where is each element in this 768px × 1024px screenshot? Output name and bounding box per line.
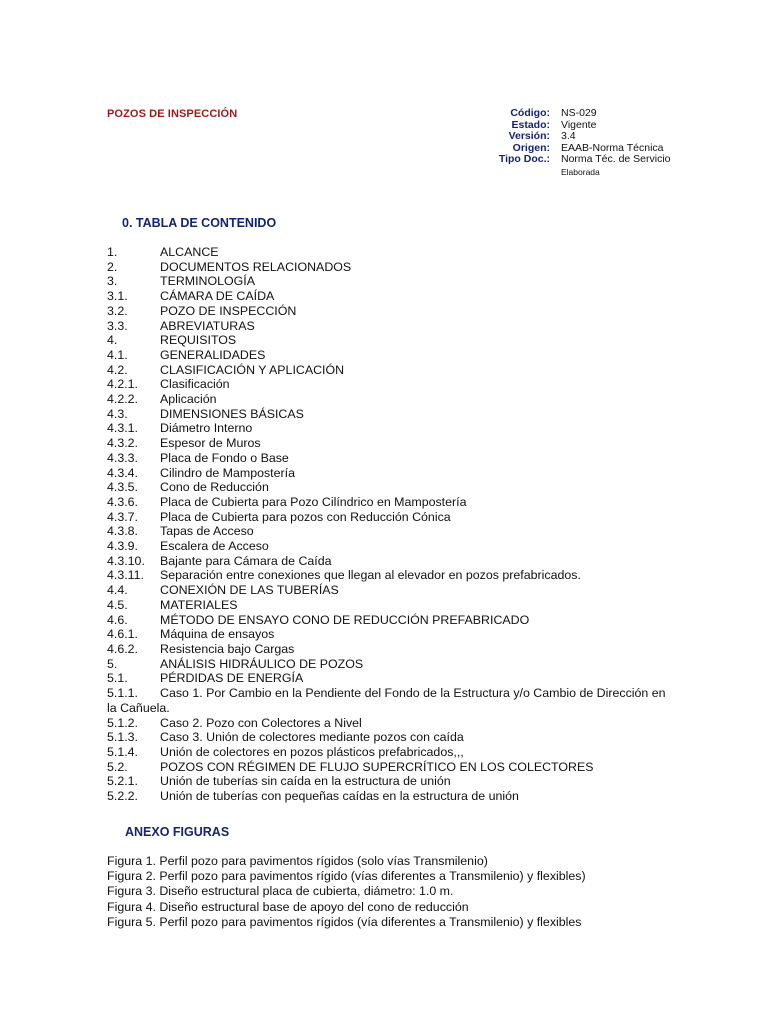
toc-item-title: Bajante para Cámara de Caída: [160, 553, 332, 568]
toc-item-title: ABREVIATURAS: [160, 318, 255, 333]
toc-item: [107, 348, 667, 363]
toc-item-title: CÁMARA DE CAÍDA: [160, 289, 275, 304]
toc-item-title: Caso 3. Unión de colectores mediante pozos con caída: [160, 730, 464, 745]
toc-item: [107, 319, 667, 334]
toc-item: [107, 745, 667, 760]
document-metadata: [470, 108, 671, 178]
toc-item-title: Cono de Reducción: [160, 480, 269, 495]
figure-item: Figura 4. Diseño estructural base de apoyo del cono de reducción: [107, 899, 469, 914]
toc-item-title: Diámetro Interno: [160, 421, 253, 436]
toc-item-number: 5.1.1.: [107, 686, 139, 701]
figure-item: Figura 1. Perfil pozo para pavimentos rígidos (solo vías Transmilenio): [107, 854, 488, 868]
toc-item-number: 4.2.: [107, 362, 128, 377]
toc-item: [107, 421, 667, 436]
toc-item-title: Unión de colectores en pozos plásticos prefabricados,,,: [160, 744, 464, 759]
meta-sub-value: Elaborada: [561, 166, 600, 177]
toc-item: [107, 598, 667, 613]
toc-item-number: 4.6.: [107, 612, 128, 627]
toc-item-title: DOCUMENTOS RELACIONADOS: [160, 259, 352, 274]
toc-item: [107, 260, 667, 275]
figure-item: Figura 5. Perfil pozo para pavimentos rígidos (vía diferentes a Transmilenio) y flexibles: [107, 914, 582, 929]
toc-item-number: 5.1.: [107, 671, 128, 686]
meta-value: Vigente: [561, 118, 597, 131]
toc-item-number: 5.1.3.: [107, 730, 139, 745]
toc-item-title: POZOS CON RÉGIMEN DE FLUJO SUPERCRÍTICO EN LOS COLECTORES: [160, 759, 594, 774]
toc-item-title: ANÁLISIS HIDRÁULICO DE POZOS: [160, 656, 364, 671]
toc-item: [107, 436, 667, 451]
toc-heading: 0. TABLA DE CONTENIDO: [122, 216, 277, 230]
toc-item: [107, 377, 667, 392]
meta-label: Estado:: [511, 118, 550, 131]
figure-item: Figura 2. Perfil pozo para pavimentos rígido (vías diferentes a Transmilenio) y flexibles): [107, 869, 586, 884]
toc-item: [107, 774, 667, 789]
toc-item-number: 4.1.: [107, 347, 128, 362]
meta-row-version: [470, 131, 671, 143]
toc-item-title: Placa de Fondo o Base: [160, 450, 289, 465]
toc-item: [107, 613, 667, 628]
toc-item-number: 4.3.8.: [107, 524, 139, 539]
toc-item: [107, 495, 667, 510]
toc-item-title: Placa de Cubierta para pozos con Reducción Cónica: [160, 509, 451, 524]
toc-item-number: 4.5.: [107, 597, 128, 612]
toc-item-number: 5.: [107, 656, 118, 671]
toc-item-title: MÉTODO DE ENSAYO CONO DE REDUCCIÓN PREFABRICADO: [160, 612, 530, 627]
toc-item-title: Cilindro de Mampostería: [160, 465, 295, 480]
toc-item-number: 4.: [107, 333, 118, 348]
toc-item-title: GENERALIDADES: [160, 347, 266, 362]
toc-item-title: Espesor de Muros: [160, 436, 261, 451]
toc-item: [107, 245, 667, 260]
toc-item: [107, 657, 667, 672]
toc-item: [107, 451, 667, 466]
toc-item: [107, 289, 667, 304]
toc-item-number: 3.: [107, 274, 118, 289]
annex-heading: ANEXO FIGURAS: [125, 825, 230, 839]
figure-item: Figura 3. Diseño estructural placa de cubierta, diámetro: 1.0 m.: [107, 884, 454, 899]
toc-item-title: Unión de tuberías con pequeñas caídas en la estructura de unión: [160, 789, 519, 804]
toc-item: [107, 671, 667, 686]
toc-item-title: Caso 2. Pozo con Colectores a Nivel: [160, 715, 362, 730]
toc-item-number: 4.3.6.: [107, 494, 139, 509]
toc-item-number: 4.2.1.: [107, 377, 139, 392]
meta-value: Norma Téc. de Servicio: [561, 153, 671, 165]
meta-label: Código:: [510, 107, 550, 119]
toc-item-title: Máquina de ensayos: [160, 627, 275, 642]
toc-item: [107, 392, 667, 407]
toc-item: [107, 407, 667, 422]
toc-item-number: 5.2.1.: [107, 774, 139, 789]
toc-item-number: 4.6.1.: [107, 627, 139, 642]
toc-item: [107, 466, 667, 481]
toc-item-title: REQUISITOS: [160, 333, 237, 348]
document-title: POZOS DE INSPECCIÓN: [107, 108, 238, 120]
toc-item: [107, 686, 667, 715]
toc-item-number: 1.: [107, 245, 118, 259]
toc-item: [107, 333, 667, 348]
meta-row-codigo: [470, 108, 671, 120]
meta-value: EAAB-Norma Técnica: [561, 141, 664, 154]
toc-item: [107, 642, 667, 657]
toc-item-number: 4.3.5.: [107, 480, 139, 495]
toc-item-number: 4.3.4.: [107, 465, 139, 480]
toc-item-number: 5.1.4.: [107, 744, 139, 759]
toc-item: [107, 539, 667, 554]
toc-item: [107, 524, 667, 539]
meta-label: Origen:: [512, 141, 550, 154]
toc-item: [107, 480, 667, 495]
toc-item-title: CONEXIÓN DE LAS TUBERÍAS: [160, 583, 339, 598]
toc-item-number: 4.4.: [107, 583, 128, 598]
toc-item-title: Clasificación: [160, 377, 230, 392]
toc-item-title: MATERIALES: [160, 597, 238, 612]
meta-value: NS-029: [561, 107, 597, 119]
figure-list: [107, 854, 707, 930]
toc-item: [107, 568, 667, 583]
toc-item-title: TERMINOLOGÍA: [160, 274, 256, 289]
meta-row-tipo-doc: [470, 154, 671, 166]
toc-item: [107, 583, 667, 598]
toc-item: [107, 510, 667, 525]
toc-item-number: 4.3.1.: [107, 421, 139, 436]
toc-item: [107, 716, 667, 731]
toc-item: [107, 554, 667, 569]
toc-item: [107, 760, 667, 775]
toc-item-title: Aplicación: [160, 392, 217, 407]
meta-value: 3.4: [561, 130, 576, 142]
table-of-contents: [107, 245, 667, 804]
toc-item-number: 4.3.: [107, 406, 128, 421]
toc-item-title: Unión de tuberías sin caída en la estructura de unión: [160, 774, 451, 789]
toc-item-number: 4.3.10.: [107, 553, 145, 568]
toc-item-number: 4.6.2.: [107, 641, 139, 656]
meta-label: Tipo Doc.:: [498, 153, 550, 165]
toc-item-number: 4.3.2.: [107, 436, 139, 451]
toc-item: [107, 730, 667, 745]
toc-item-number: 2.: [107, 259, 118, 274]
toc-item-number: 4.3.9.: [107, 539, 139, 554]
toc-item-number: 5.1.2.: [107, 715, 139, 730]
toc-item-title: Escalera de Acceso: [160, 539, 269, 554]
toc-item-title: Separación entre conexiones que llegan al elevador en pozos prefabricados.: [160, 568, 581, 583]
toc-item-number: 3.1.: [107, 289, 128, 304]
toc-item-number: 4.3.11.: [107, 568, 144, 583]
toc-item-number: 3.3.: [107, 318, 128, 333]
meta-label: Versión:: [508, 130, 550, 142]
toc-item-number: 3.2.: [107, 303, 128, 318]
toc-item-title: PÉRDIDAS DE ENERGÍA: [160, 671, 304, 686]
toc-item: [107, 274, 667, 289]
toc-item-number: 5.2.: [107, 759, 128, 774]
toc-item: [107, 627, 667, 642]
toc-item-title: Caso 1. Por Cambio en la Pendiente del Fondo de la Estructura y/o Cambio de Dirección en la Cañuela.: [107, 686, 666, 715]
toc-item-title: CLASIFICACIÓN Y APLICACIÓN: [160, 362, 345, 377]
toc-item: [107, 304, 667, 319]
toc-item-title: Tapas de Acceso: [160, 524, 254, 539]
toc-item-title: ALCANCE: [160, 245, 219, 259]
toc-item-title: POZO DE INSPECCIÓN: [160, 303, 297, 318]
toc-item-title: Placa de Cubierta para Pozo Cilíndrico en Mampostería: [160, 494, 467, 509]
toc-item-number: 4.3.7.: [107, 509, 139, 524]
toc-item: [107, 789, 667, 804]
toc-item-number: 4.3.3.: [107, 450, 139, 465]
toc-item: [107, 363, 667, 378]
toc-item-title: Resistencia bajo Cargas: [160, 641, 295, 656]
toc-item-number: 4.2.2.: [107, 392, 139, 407]
toc-item-number: 5.2.2.: [107, 789, 139, 804]
toc-item-title: DIMENSIONES BÁSICAS: [160, 406, 304, 421]
